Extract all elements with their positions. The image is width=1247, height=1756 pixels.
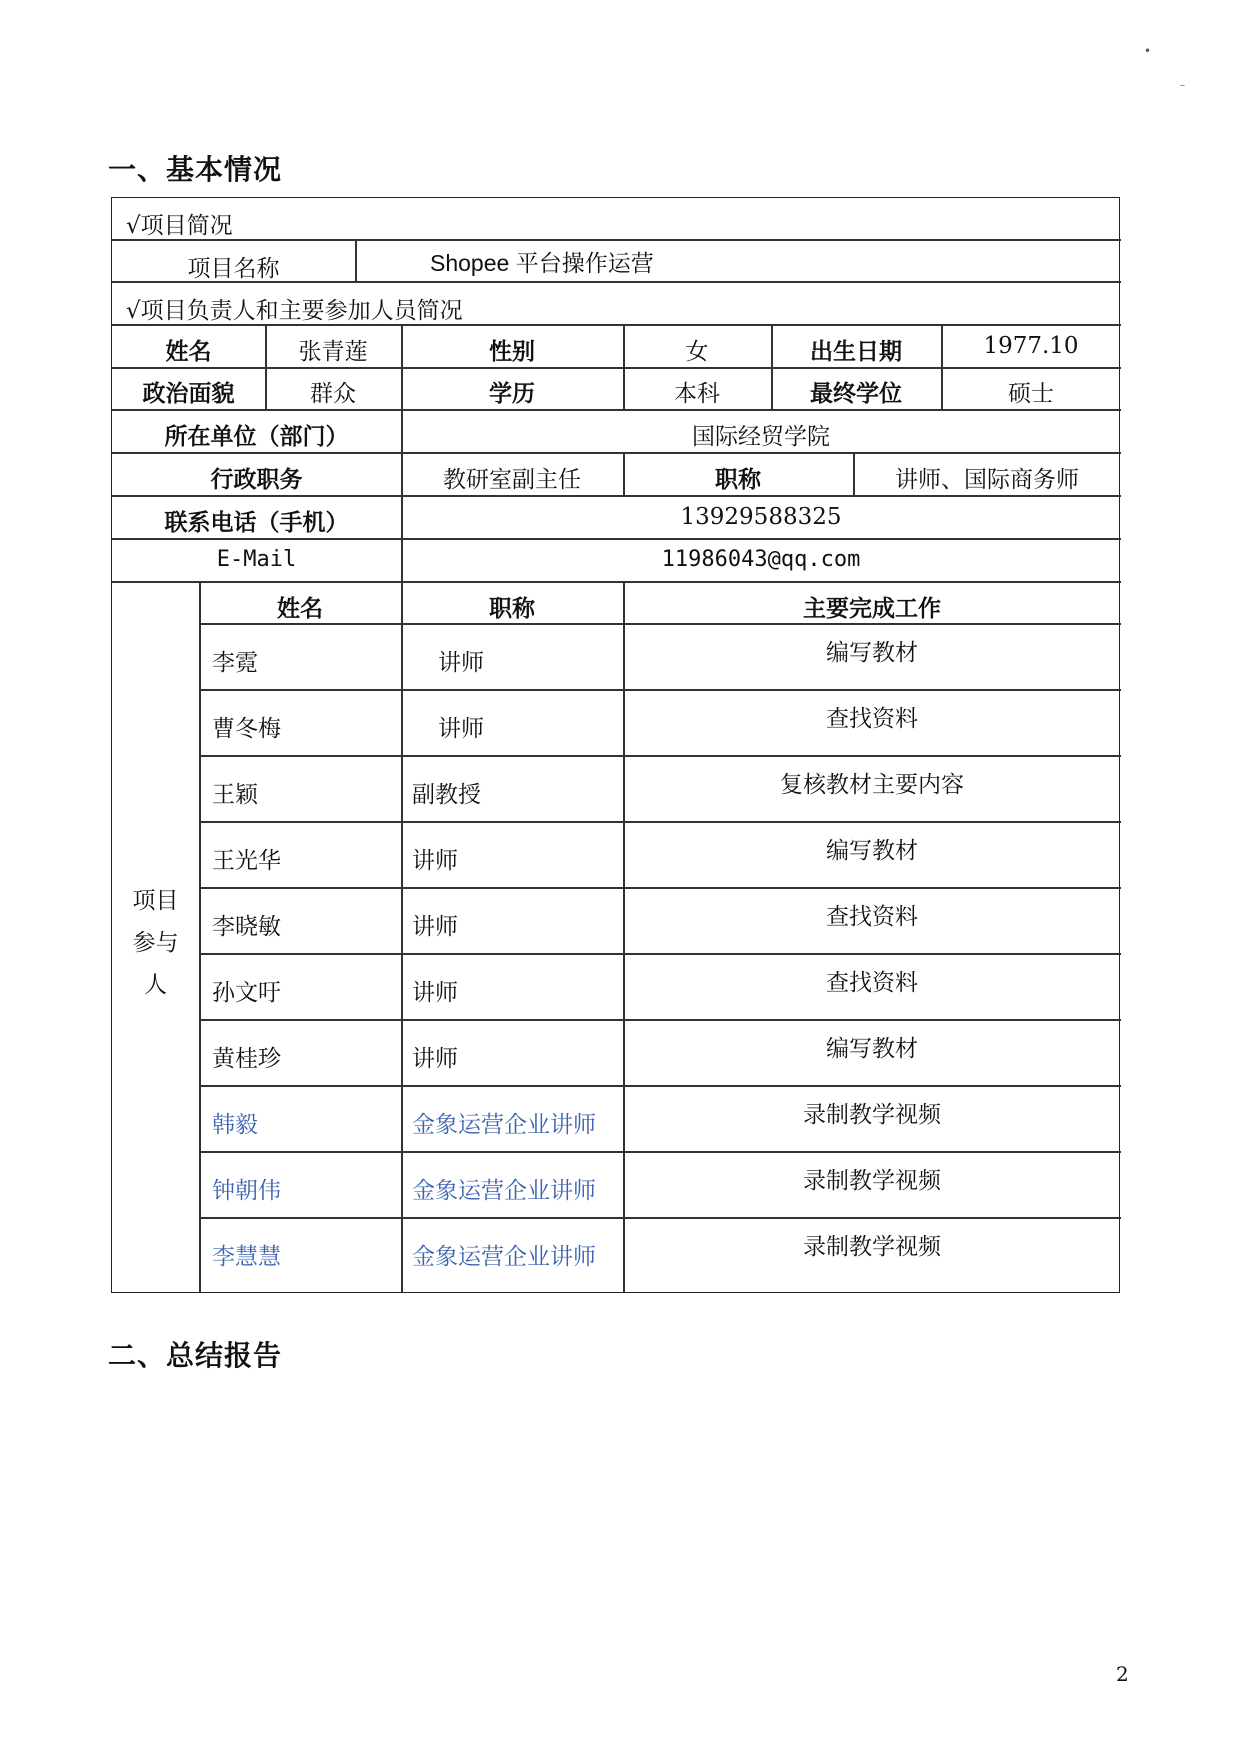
participants-header-name: 姓名 — [277, 596, 323, 622]
participant-work: 编写教材 — [826, 1036, 918, 1062]
participant-name: 李慧慧 — [212, 1244, 281, 1270]
participant-title: 讲师 — [438, 650, 484, 676]
participant-name: 钟朝伟 — [212, 1178, 281, 1204]
scan-speck: – — [1180, 80, 1185, 91]
degree-value: 硕士 — [1008, 381, 1054, 407]
title-value: 讲师、国际商务师 — [895, 467, 1079, 493]
participant-name: 孙文吁 — [212, 980, 281, 1006]
admin-label: 行政职务 — [210, 467, 303, 493]
project-name-value: Shopee 平台操作运营 — [430, 250, 654, 276]
email-label: E-Mail — [216, 547, 297, 572]
participant-name: 曹冬梅 — [212, 716, 281, 742]
political-value: 群众 — [310, 381, 356, 407]
participant-name: 黄桂珍 — [212, 1046, 281, 1072]
phone-value: 13929588325 — [680, 504, 842, 530]
education-label: 学历 — [489, 381, 535, 407]
leader-name-label: 姓名 — [165, 339, 212, 365]
gender-label: 性别 — [489, 339, 535, 365]
political-label: 政治面貌 — [142, 381, 235, 407]
participant-work: 编写教材 — [826, 838, 918, 864]
email-value: 11986043@qq.com — [661, 547, 861, 572]
project-intro-heading: √项目简况 — [126, 213, 233, 239]
participants-header-work: 主要完成工作 — [803, 596, 941, 622]
participant-work: 录制教学视频 — [803, 1234, 941, 1260]
participant-name: 李霓 — [212, 650, 258, 676]
participant-title: 讲师 — [412, 848, 458, 874]
project-info-table — [111, 197, 1120, 1293]
project-name-label: 项目名称 — [187, 256, 280, 282]
participant-work: 查找资料 — [826, 904, 918, 930]
participant-title: 金象运营企业讲师 — [412, 1244, 596, 1270]
unit-value: 国际经贸学院 — [692, 424, 830, 450]
section-title-basic-info: 一、基本情况 — [108, 153, 283, 186]
participant-title: 副教授 — [412, 782, 481, 808]
personnel-intro-heading: √项目负责人和主要参加人员简况 — [126, 298, 463, 324]
unit-label: 所在单位（部门） — [164, 424, 349, 450]
admin-value: 教研室副主任 — [443, 467, 581, 493]
participants-label: 项目参与人 — [132, 888, 179, 998]
degree-label: 最终学位 — [810, 381, 902, 407]
gender-value: 女 — [685, 339, 709, 365]
section-title-summary-report: 二、总结报告 — [108, 1339, 283, 1372]
participant-name: 韩毅 — [212, 1112, 258, 1138]
scan-speck: • — [1144, 44, 1152, 58]
participant-title: 讲师 — [412, 1046, 458, 1072]
participant-name: 王光华 — [212, 848, 281, 874]
education-value: 本科 — [674, 381, 720, 407]
page-number: 2 — [1116, 1662, 1129, 1686]
participant-work: 录制教学视频 — [803, 1102, 941, 1128]
title-label: 职称 — [715, 467, 761, 493]
participant-title: 讲师 — [412, 980, 458, 1006]
participant-name: 王颖 — [212, 782, 258, 808]
birth-value: 1977.10 — [983, 333, 1079, 359]
participant-title: 金象运营企业讲师 — [412, 1112, 596, 1138]
phone-label: 联系电话（手机） — [164, 510, 349, 536]
leader-name: 张青莲 — [298, 339, 368, 365]
participant-work: 录制教学视频 — [803, 1168, 941, 1194]
participant-name: 李晓敏 — [212, 914, 281, 940]
participant-work: 查找资料 — [826, 970, 918, 996]
participant-work: 编写教材 — [826, 640, 918, 666]
participant-title: 金象运营企业讲师 — [412, 1178, 596, 1204]
participant-title: 讲师 — [438, 716, 484, 742]
participant-work: 复核教材主要内容 — [780, 772, 964, 798]
participants-header-title: 职称 — [489, 596, 535, 622]
participant-title: 讲师 — [412, 914, 458, 940]
participant-work: 查找资料 — [826, 706, 918, 732]
birth-label: 出生日期 — [810, 339, 902, 365]
